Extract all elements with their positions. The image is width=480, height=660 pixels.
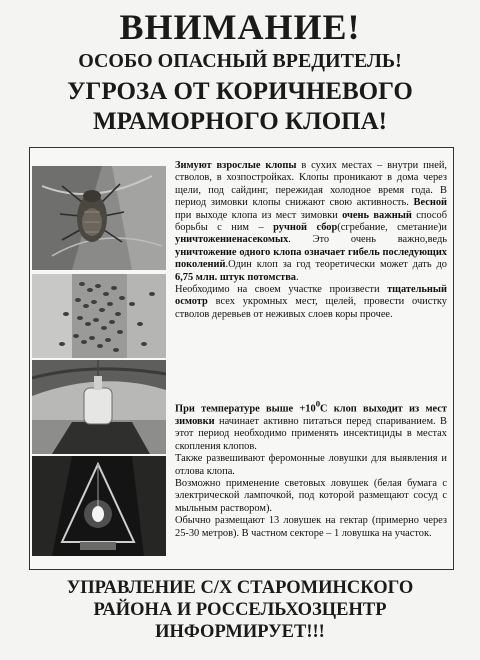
spring-span: при выходе клопа из мест зимовки — [175, 209, 343, 221]
stink-bug-photo — [32, 166, 166, 270]
info-panel — [29, 147, 454, 570]
temp-bold: При температуре выше +10 — [175, 403, 316, 415]
footer-signature — [0, 577, 480, 643]
light-trap-photo — [32, 456, 166, 556]
dot2-span: . — [296, 271, 299, 283]
control-text — [175, 398, 447, 540]
wintering-text — [175, 160, 447, 321]
wintering-bold: Зимуют взрослые клопы — [175, 160, 297, 171]
wintering-paragraph — [175, 160, 447, 284]
spring-bold: Весной — [413, 197, 447, 209]
temperature-paragraph — [175, 398, 447, 453]
destroy-bold: уничтожениенасекомых — [175, 234, 289, 246]
inspect-bold: тщательный осмотр — [175, 284, 447, 308]
degree-sup: 0 — [315, 399, 321, 409]
feed-span: начинает активно питаться перед спариванием. В этот период необходимо применять инсектициды в местах скопления клопов. — [175, 415, 447, 452]
manual-bold: ручной сбор — [273, 222, 338, 234]
millions-bold: 6,75 млн. штук потомства — [175, 271, 296, 283]
bug-swarm-photo — [32, 274, 166, 358]
manual-span: (сгребание, сметание)и — [337, 222, 447, 234]
threat-heading-line1: УГРОЗА ОТ КОРИЧНЕВОГО — [67, 78, 413, 105]
threat-heading-line2: МРАМОРНОГО КЛОПА! — [93, 108, 387, 135]
one-bug-bold: уничтожение одного клопа означает гибель последующих поколений — [175, 246, 447, 271]
trap-count-paragraph: Обычно размещают 13 ловушек на гектар (примерно через 25-30 метров). В частном секторе – 1 ловушка на участок. — [175, 515, 447, 539]
pest-subtitle: ОСОБО ОПАСНЫЙ ВРЕДИТЕЛЬ! — [78, 50, 402, 72]
inspect-span: всех укромных мест, щелей, провести очистку стволов деревьев от неживых слоев коры прочее. — [175, 296, 447, 320]
important-bold: очень важный — [342, 209, 412, 221]
footer-line2: РАЙОНА И РОССЕЛЬХОЗЦЕНТР — [93, 600, 387, 620]
warning-title: ВНИМАНИЕ! — [119, 7, 361, 47]
need-span: Необходимо на своем участке произвести — [175, 284, 388, 296]
temp2-bold: С клоп выходит из мест зимовки — [175, 403, 447, 427]
threat-heading — [0, 77, 480, 137]
light-trap-paragraph: Возможно применение световых ловушек (белая бумага с электрической лампочкой, под которой размещают сосуд с мыльным раствором). — [175, 477, 447, 514]
footer-line1: УПРАВЛЕНИЕ С/Х СТАРОМИНСКОГО — [66, 578, 414, 598]
dot1-span: . Это очень важно,ведь — [288, 234, 447, 246]
pheromone-paragraph: Также развешивают феромонные ловушки для выявления и отлова клопа. — [175, 453, 447, 477]
wintering-span: в сухих местах – внутри пней, стволов, в хозпостройках. Клопы проникают в дома через щели, под сайдинг, пережидая холодное время года. В период зимовки клопы снижают свою активность. — [175, 160, 447, 209]
inspection-paragraph — [175, 284, 447, 321]
year-span: .Один клоп за год теоретически может дать до — [225, 259, 447, 271]
pheromone-trap-photo — [32, 360, 166, 454]
footer-line3: ИНФОРМИРУЕТ!!! — [155, 622, 325, 642]
method-span: способ борьбы с ним – — [175, 209, 447, 234]
